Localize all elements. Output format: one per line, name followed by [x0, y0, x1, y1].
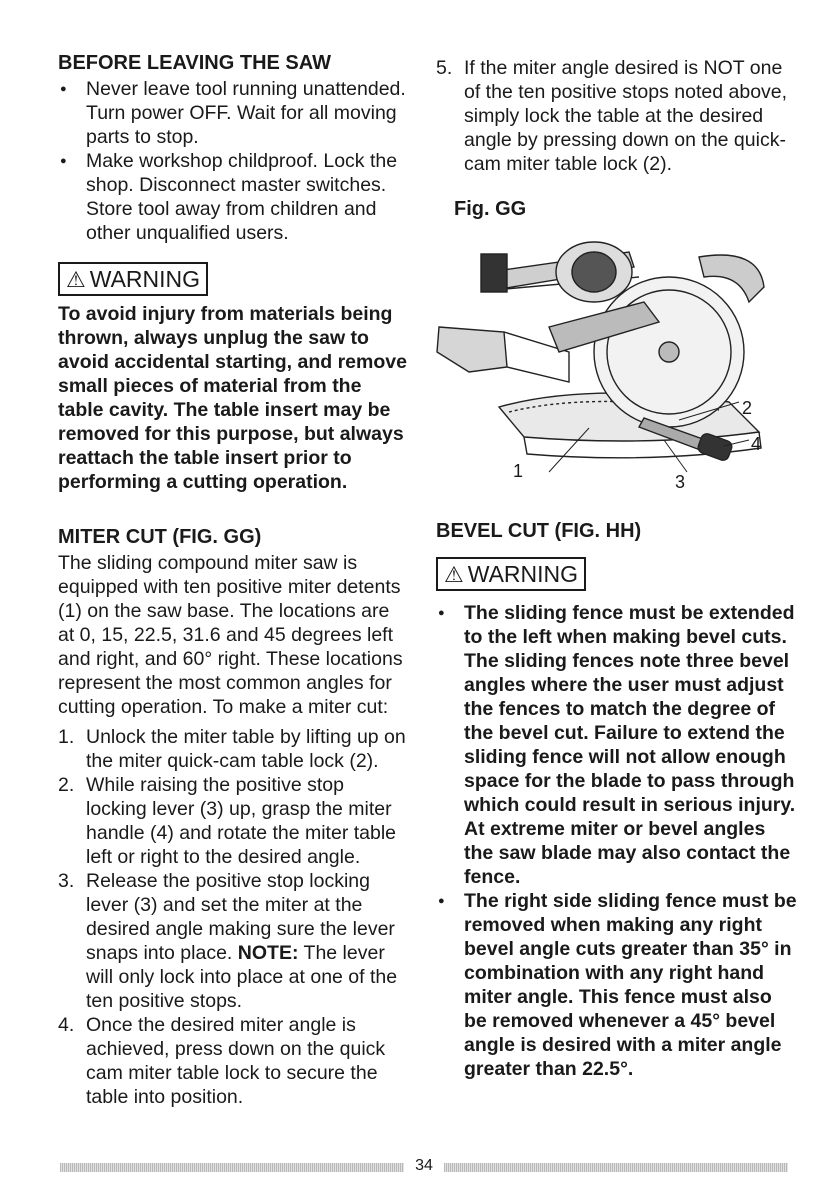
- step-number: 3.: [58, 870, 75, 892]
- miter-saw-figure: [429, 232, 794, 494]
- step-text: Once the desired miter angle is achieved, press down on the quick cam miter table lock to secure the table into position.: [86, 1014, 386, 1108]
- before-leaving-heading: BEFORE LEAVING THE SAW: [58, 52, 331, 74]
- miter-step5-list: [436, 56, 798, 176]
- warning-label: WARNING: [467, 561, 579, 587]
- list-item: [58, 773, 410, 869]
- step-text: Unlock the miter table by lifting up on the miter quick-cam table lock (2).: [86, 726, 406, 772]
- list-item: [58, 1013, 410, 1109]
- bevel-warning-list: [436, 601, 798, 1081]
- callout-4: 4: [751, 434, 762, 454]
- list-item: ● The sliding fence must be extended to the left when making bevel cuts. The sliding fences note three bevel angles where the user must adjust the fences to match the degree of the bevel cut. Failure to extend the sliding fence will not allow enough space for the blade to pass through which could result in serious injury. At extreme miter or bevel angles the saw blade may also contact the fence.: [436, 601, 798, 889]
- step-text: Release the positive stop locking lever (3) and set the miter at the desired angle making sure the lever snaps into place.: [86, 870, 395, 964]
- note-label: NOTE:: [237, 942, 299, 964]
- list-item: [436, 56, 798, 176]
- warning-text: To avoid injury from materials being thrown, always unplug the saw to avoid accidental starting, and remove small pieces of material from the table cavity. The table insert may be removed for this purpose, but always reattach the table insert prior to performing a cutting operation.: [58, 303, 407, 493]
- bevel-cut-section: [436, 520, 798, 1081]
- page-number: 34: [415, 1157, 433, 1174]
- warning-label-box: [436, 557, 586, 591]
- step-number: 1.: [58, 726, 75, 748]
- step-number: 4.: [58, 1014, 75, 1036]
- miter-cut-heading: MITER CUT (FIG. GG): [58, 526, 262, 548]
- warning-triangle-icon: ⚠: [66, 267, 86, 292]
- left-column: [58, 52, 410, 1109]
- footer-rule-right: [444, 1163, 788, 1172]
- warning-label: WARNING: [89, 266, 201, 292]
- callout-1: 1: [513, 461, 524, 481]
- step-text: If the miter angle desired is NOT one of the ten positive stops noted above, simply lock the table at the desired angle by pressing down on the quick-cam miter table lock (2).: [464, 57, 788, 175]
- miter-cut-intro: The sliding compound miter saw is equipped with ten positive miter detents (1) on the saw base. The locations are at 0, 15, 22.5, 31.6 and 45 degrees left and right, and 60° right. These locations represent the most common angles for cutting operation. To make a miter cut:: [58, 552, 403, 718]
- bevel-cut-heading: BEVEL CUT (FIG. HH): [436, 520, 642, 542]
- step-number: 5.: [436, 57, 453, 79]
- callout-2: 2: [742, 398, 753, 418]
- step-number: 2.: [58, 774, 75, 796]
- miter-saw-illustration: [429, 232, 794, 494]
- list-item: ● The right side sliding fence must be removed when making any right bevel angle cuts greater than 35° in combination with any right hand miter angle. This fence must also be removed whenever a 45° bevel angle is desired with a miter angle greater than 22.5°.: [436, 889, 798, 1081]
- page-footer: [60, 1157, 788, 1174]
- figure-label: Fig. GG: [454, 198, 527, 220]
- miter-steps-list: [58, 725, 410, 1109]
- warning-triangle-icon: ⚠: [444, 562, 464, 587]
- list-item: [58, 725, 410, 773]
- right-column: [436, 52, 798, 221]
- callout-3: 3: [675, 472, 686, 492]
- list-item: [58, 869, 410, 1013]
- step-text: While raising the positive stop locking lever (3) up, grasp the miter handle (4) and rotate the miter table left or right to the desired angle.: [86, 774, 397, 868]
- footer-rule-left: [60, 1163, 404, 1172]
- note-text: The lever will only lock into place at one of the ten positive stops.: [86, 942, 398, 1012]
- warning-label-box: [58, 262, 208, 296]
- list-item: ● Make workshop childproof. Lock the shop. Disconnect master switches. Store tool away from children and other unqualified users.: [58, 149, 410, 245]
- before-leaving-list: [58, 77, 410, 245]
- list-item: ● Never leave tool running unattended. Turn power OFF. Wait for all moving parts to stop.: [58, 77, 410, 149]
